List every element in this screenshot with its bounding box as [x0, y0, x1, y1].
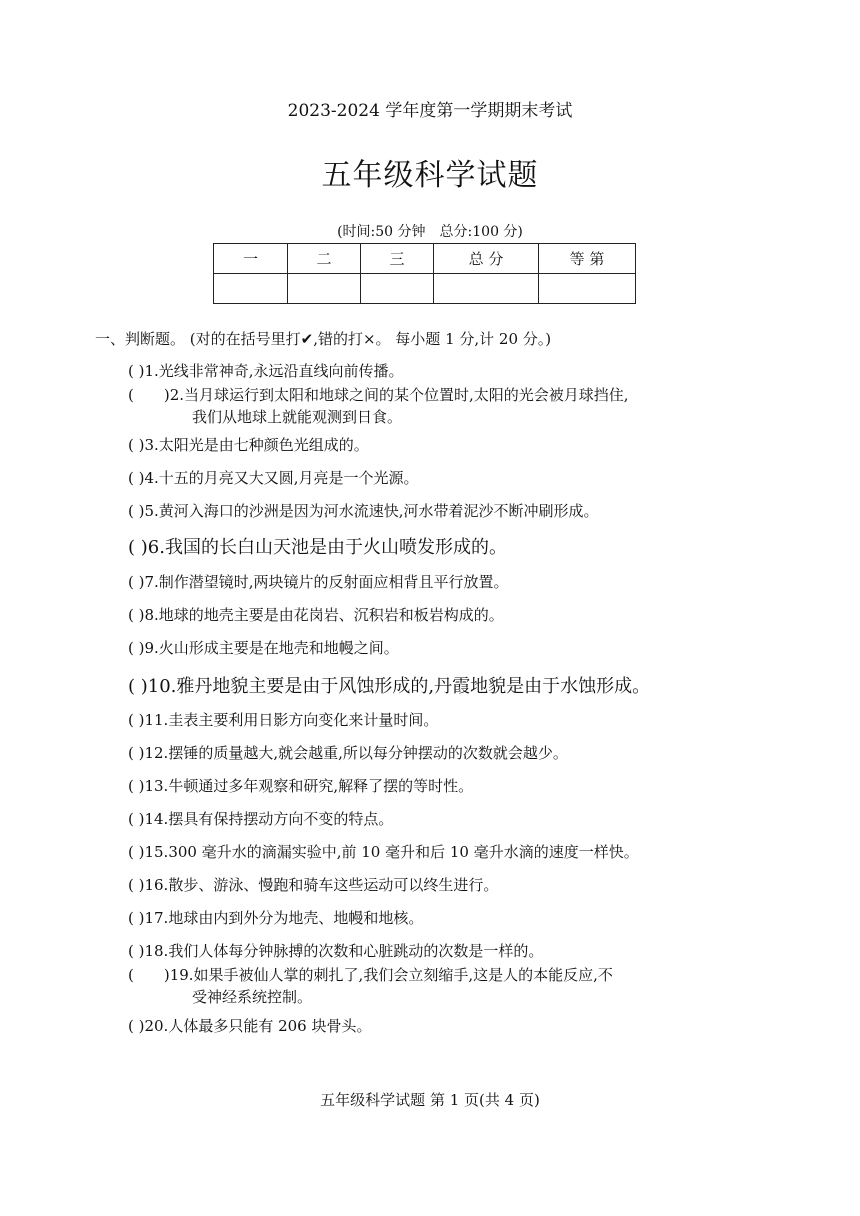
question-line-continued: 我们从地球上就能观测到日食。 — [192, 408, 403, 426]
question-13: ( )13.牛顿通过多年观察和研究,解释了摆的等时性。 — [128, 777, 474, 795]
question-14: ( )14.摆具有保持摆动方向不变的特点。 — [128, 810, 394, 828]
question-11: ( )11.圭表主要利用日影方向变化来计量时间。 — [128, 711, 439, 729]
question-19 — [128, 964, 768, 1008]
score-header-cell: 总 分 — [434, 244, 539, 274]
question-15: ( )15.300 毫升水的滴漏实验中,前 10 毫升和后 10 毫升水滴的速度一样快。 — [128, 843, 639, 861]
question-5: ( )5.黄河入海口的沙洲是因为河水流速快,河水带着泥沙不断冲刷形成。 — [128, 502, 599, 520]
score-table-entry-row — [214, 274, 636, 304]
question-2 — [128, 384, 768, 428]
question-17: ( )17.地球由内到外分为地壳、地幔和地核。 — [128, 909, 424, 927]
score-table-header-row — [214, 244, 636, 274]
question-7: ( )7.制作潜望镜时,两块镜片的反射面应相背且平行放置。 — [128, 573, 509, 591]
question-line: ( )2.当月球运行到太阳和地球之间的某个位置时,太阳的光会被月球挡住, — [128, 386, 629, 404]
score-header-cell: 一 — [214, 244, 288, 274]
page-footer: 五年级科学试题 第 1 页(共 4 页) — [320, 1091, 540, 1109]
question-10: ( )10.雅丹地貌主要是由于风蚀形成的,丹霞地貌是由于水蚀形成。 — [128, 676, 651, 697]
question-6: ( )6.我国的长白山天池是由于火山喷发形成的。 — [128, 537, 507, 558]
score-table — [213, 243, 636, 304]
exam-year-title: 2023-2024 学年度第一学期期末考试 — [287, 101, 573, 121]
score-entry-cell[interactable] — [214, 274, 288, 304]
question-9: ( )9.火山形成主要是在地壳和地幔之间。 — [128, 639, 399, 657]
question-20: ( )20.人体最多只能有 206 块骨头。 — [128, 1017, 372, 1035]
score-entry-cell[interactable] — [434, 274, 539, 304]
question-18: ( )18.我们人体每分钟脉搏的次数和心脏跳动的次数是一样的。 — [128, 942, 544, 960]
question-3: ( )3.太阳光是由七种颜色光组成的。 — [128, 436, 369, 454]
score-entry-cell[interactable] — [539, 274, 636, 304]
question-12: ( )12.摆锤的质量越大,就会越重,所以每分钟摆动的次数就会越少。 — [128, 744, 568, 762]
exam-subject-title: 五年级科学试题 — [321, 158, 539, 193]
question-16: ( )16.散步、游泳、慢跑和骑车这些运动可以终生进行。 — [128, 876, 499, 894]
question-line-continued: 受神经系统控制。 — [192, 988, 313, 1006]
score-entry-cell[interactable] — [288, 274, 361, 304]
section-title-true-false: 一、判断题。 (对的在括号里打✔,错的打×。 每小题 1 分,计 20 分。) — [95, 330, 552, 348]
question-4: ( )4.十五的月亮又大又圆,月亮是一个光源。 — [128, 469, 419, 487]
score-entry-cell[interactable] — [361, 274, 434, 304]
question-line: ( )19.如果手被仙人掌的刺扎了,我们会立刻缩手,这是人的本能反应,不 — [128, 966, 613, 984]
question-8: ( )8.地球的地壳主要是由花岗岩、沉积岩和板岩构成的。 — [128, 606, 504, 624]
question-1: ( )1.光线非常神奇,永远沿直线向前传播。 — [128, 362, 404, 380]
score-header-cell: 三 — [361, 244, 434, 274]
exam-time-score-info: (时间:50 分钟 总分:100 分) — [337, 224, 523, 240]
score-header-cell: 等 第 — [539, 244, 636, 274]
score-header-cell: 二 — [288, 244, 361, 274]
